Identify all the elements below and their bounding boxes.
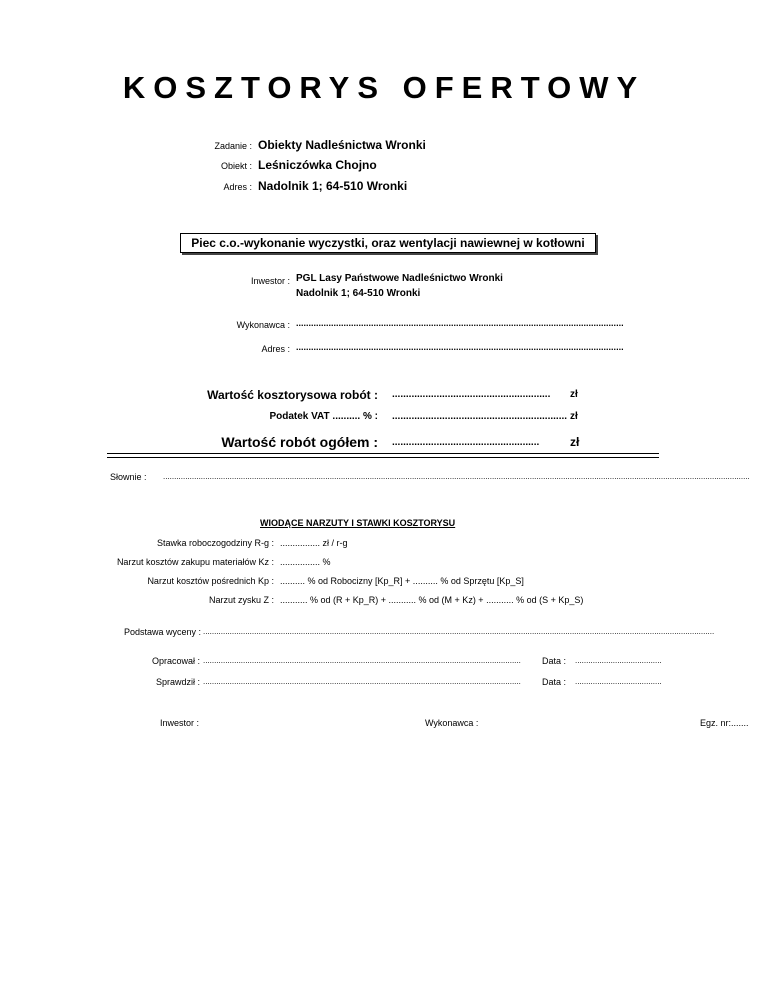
opracowal-data-value: ....................................... <box>575 656 662 665</box>
kp-value: .......... % od Robocizny [Kp_R] + .......... % od Sprzętu [Kp_S] <box>280 576 524 586</box>
wartosc-label: Wartość kosztorysowa robót : <box>207 388 378 402</box>
wykonawca-adres-label: Adres : <box>261 344 290 354</box>
sprawdzil-label: Sprawdził : <box>155 677 200 687</box>
slownie-value: ........................................................................................................................................................................................................................................................................ <box>163 472 750 481</box>
wykonawca-value: ................................................................................................................................... <box>296 318 624 328</box>
zadanie-value: Obiekty Nadleśnictwa Wronki <box>258 138 426 152</box>
wartosc-unit: zł <box>570 389 578 400</box>
narzuty-heading: WIODĄCE NARZUTY I STAWKI KOSZTORYSU <box>260 518 456 528</box>
podstawa-value: ...................................................................................................................................................................................................................................... <box>203 627 715 636</box>
footer-egz: Egz. nr:....... <box>700 718 749 728</box>
opracowal-label: Opracował : <box>151 656 200 666</box>
ogolem-label: Wartość robót ogółem : <box>221 434 378 450</box>
zysk-label: Narzut zysku Z : <box>208 595 274 605</box>
stawka-value: ................ zł / r-g <box>280 538 348 548</box>
inwestor-line2: Nadolnik 1; 64-510 Wronki <box>296 288 421 299</box>
inwestor-label: Inwestor : <box>250 276 290 286</box>
kz-label: Narzut kosztów zakupu materiałów Kz : <box>116 557 274 567</box>
scope-title-box: Piec c.o.-wykonanie wyczystki, oraz wentylacji nawiewnej w kotłowni <box>180 233 596 253</box>
adres-value: Nadolnik 1; 64-510 Wronki <box>258 179 408 193</box>
sprawdzil-data-value: ....................................... <box>575 677 662 686</box>
podstawa-label: Podstawa wyceny : <box>124 627 202 637</box>
document-title: KOSZTORYS OFERTOWY <box>122 70 646 105</box>
kp-label: Narzut kosztów pośrednich Kp : <box>147 576 274 586</box>
ogolem-value: ..................................................... <box>392 437 540 448</box>
wartosc-value: ......................................................... <box>392 389 551 400</box>
obiekt-label: Obiekt : <box>220 161 252 171</box>
footer-inwestor: Inwestor : <box>160 718 200 728</box>
adres-label: Adres : <box>223 182 252 192</box>
vat-unit: zł <box>570 411 578 422</box>
sprawdzil-value: ............................................................................................................................................... <box>203 677 521 686</box>
vat-value: ............................................................... <box>392 411 568 422</box>
obiekt-value: Leśniczówka Chojno <box>258 158 377 172</box>
wykonawca-adres-value: ................................................................................................................................... <box>296 342 624 352</box>
sprawdzil-data-label: Data : <box>542 677 567 687</box>
stawka-label: Stawka roboczogodziny R-g : <box>156 538 274 548</box>
kz-value: ................ % <box>280 557 331 567</box>
footer-wykonawca: Wykonawca : <box>425 718 479 728</box>
opracowal-value: ............................................................................................................................................... <box>203 656 521 665</box>
double-divider <box>107 453 659 458</box>
inwestor-line1: PGL Lasy Państwowe Nadleśnictwo Wronki <box>296 273 503 284</box>
zadanie-label: Zadanie : <box>214 141 252 151</box>
zysk-value: ........... % od (R + Kp_R) + ........... % od (M + Kz) + ........... % od (S + Kp_S) <box>280 595 584 605</box>
vat-label: Podatek VAT .......... % : <box>269 411 378 422</box>
opracowal-data-label: Data : <box>542 656 567 666</box>
ogolem-unit: zł <box>570 435 580 449</box>
wykonawca-label: Wykonawca : <box>236 320 290 330</box>
slownie-label: Słownie : <box>110 472 147 482</box>
